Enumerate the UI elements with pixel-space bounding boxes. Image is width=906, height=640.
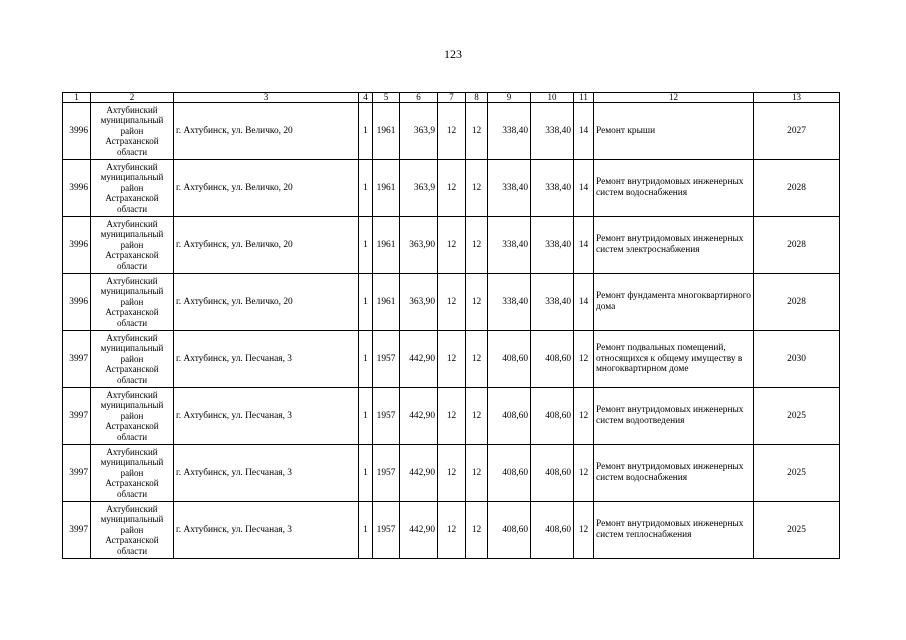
address-cell: г. Ахтубинск, ул. Песчаная, 3 [174,388,359,445]
col9-cell: 338,40 [488,217,531,274]
district-line: области [116,203,148,214]
col9-cell: 408,60 [488,388,531,445]
col10-cell: 408,60 [531,502,574,559]
col11-cell: 12 [574,388,594,445]
col11-cell: 14 [574,217,594,274]
col7-cell: 12 [438,217,466,274]
col7-cell: 12 [438,502,466,559]
object-id-cell: 3997 [63,331,91,388]
column-number: 6 [400,93,438,103]
column-number: 9 [488,93,531,103]
district-line: Ахтубинский [106,161,158,172]
planned-year-cell: 2025 [754,445,840,502]
district-line: Ахтубинский [106,218,158,229]
district-line: муниципальный [100,514,164,525]
repair-work-cell: Ремонт внутридомовых инженерных систем теплоснабжения [594,502,754,559]
total-area-cell: 442,90 [400,388,438,445]
column-number: 11 [574,93,594,103]
district-line: области [116,317,148,328]
column-number: 13 [754,93,840,103]
col11-cell: 14 [574,103,594,160]
page-number: 123 [444,47,462,61]
address-cell: г. Ахтубинск, ул. Величко, 20 [174,160,359,217]
district-line: Ахтубинский [106,104,158,115]
col7-cell: 12 [438,160,466,217]
year-built-cell: 1957 [373,388,400,445]
column-number: 4 [359,93,373,103]
object-id-cell: 3997 [63,502,91,559]
col4-cell: 1 [359,274,373,331]
year-built-cell: 1957 [373,445,400,502]
column-number: 3 [174,93,359,103]
col9-cell: 408,60 [488,502,531,559]
district-line: муниципальный [100,457,164,468]
address-cell: г. Ахтубинск, ул. Величко, 20 [174,217,359,274]
object-id-cell: 3996 [63,103,91,160]
year-built-cell: 1961 [373,103,400,160]
district-line: области [116,431,148,442]
table-row [63,445,840,502]
col7-cell: 12 [438,388,466,445]
district-line: области [116,374,148,385]
column-number: 10 [531,93,574,103]
address-cell: г. Ахтубинск, ул. Песчаная, 3 [174,445,359,502]
col9-cell: 338,40 [488,103,531,160]
col10-cell: 408,60 [531,388,574,445]
planned-year-cell: 2028 [754,274,840,331]
district-cell [91,445,174,502]
district-line: Астраханской [105,193,159,204]
district-line: Астраханской [105,364,159,375]
table-row [63,502,840,559]
district-line: район [120,410,144,421]
district-line: Ахтубинский [106,389,158,400]
object-id-cell: 3997 [63,445,91,502]
district-line: Ахтубинский [106,446,158,457]
column-number: 1 [63,93,91,103]
col9-cell: 408,60 [488,445,531,502]
table-row [63,388,840,445]
col4-cell: 1 [359,160,373,217]
col4-cell: 1 [359,445,373,502]
col10-cell: 338,40 [531,217,574,274]
total-area-cell: 363,90 [400,217,438,274]
district-line: район [120,182,144,193]
address-cell: г. Ахтубинск, ул. Песчаная, 3 [174,331,359,388]
district-line: район [120,524,144,535]
column-number-row [63,93,840,103]
district-line: муниципальный [100,343,164,354]
col8-cell: 12 [466,331,488,388]
table-row [63,103,840,160]
planned-year-cell: 2025 [754,388,840,445]
col10-cell: 338,40 [531,160,574,217]
planned-year-cell: 2027 [754,103,840,160]
district-cell [91,103,174,160]
address-cell: г. Ахтубинск, ул. Величко, 20 [174,274,359,331]
repair-work-cell: Ремонт внутридомовых инженерных систем водоотведения [594,388,754,445]
district-line: муниципальный [100,115,164,126]
repair-work-cell: Ремонт подвальных помещений, относящихся к общему имуществу в многоквартирном доме [594,331,754,388]
table-row [63,160,840,217]
col8-cell: 12 [466,217,488,274]
col10-cell: 408,60 [531,445,574,502]
column-number: 5 [373,93,400,103]
repair-work-cell: Ремонт внутридомовых инженерных систем электроснабжения [594,217,754,274]
table-row [63,331,840,388]
object-id-cell: 3996 [63,274,91,331]
table-row [63,217,840,274]
table-body [63,93,840,559]
district-line: муниципальный [100,229,164,240]
col4-cell: 1 [359,502,373,559]
district-cell [91,217,174,274]
col9-cell: 338,40 [488,274,531,331]
total-area-cell: 363,9 [400,103,438,160]
col11-cell: 14 [574,160,594,217]
repair-work-cell: Ремонт крыши [594,103,754,160]
district-line: Астраханской [105,307,159,318]
col10-cell: 338,40 [531,274,574,331]
district-cell [91,502,174,559]
col7-cell: 12 [438,445,466,502]
year-built-cell: 1961 [373,160,400,217]
col11-cell: 12 [574,331,594,388]
address-cell: г. Ахтубинск, ул. Величко, 20 [174,103,359,160]
district-cell [91,331,174,388]
col4-cell: 1 [359,103,373,160]
total-area-cell: 442,90 [400,502,438,559]
district-line: Астраханской [105,421,159,432]
district-line: Астраханской [105,478,159,489]
district-line: Астраханской [105,535,159,546]
repair-work-cell: Ремонт внутридомовых инженерных систем водоснабжения [594,160,754,217]
repair-schedule-table [62,92,840,559]
total-area-cell: 442,90 [400,445,438,502]
repair-work-cell: Ремонт внутридомовых инженерных систем водоснабжения [594,445,754,502]
total-area-cell: 363,9 [400,160,438,217]
col11-cell: 12 [574,445,594,502]
col10-cell: 408,60 [531,331,574,388]
district-line: район [120,239,144,250]
district-line: район [120,125,144,136]
col7-cell: 12 [438,103,466,160]
district-line: район [120,467,144,478]
planned-year-cell: 2028 [754,160,840,217]
district-line: муниципальный [100,286,164,297]
col4-cell: 1 [359,217,373,274]
year-built-cell: 1957 [373,502,400,559]
total-area-cell: 442,90 [400,331,438,388]
table-row [63,274,840,331]
district-line: области [116,488,148,499]
year-built-cell: 1961 [373,274,400,331]
district-line: Астраханской [105,250,159,261]
column-number: 7 [438,93,466,103]
planned-year-cell: 2028 [754,217,840,274]
col4-cell: 1 [359,331,373,388]
repair-work-cell: Ремонт фундамента многоквартирного дома [594,274,754,331]
col8-cell: 12 [466,445,488,502]
col8-cell: 12 [466,502,488,559]
district-cell [91,160,174,217]
address-cell: г. Ахтубинск, ул. Песчаная, 3 [174,502,359,559]
object-id-cell: 3996 [63,217,91,274]
col11-cell: 14 [574,274,594,331]
col9-cell: 338,40 [488,160,531,217]
col9-cell: 408,60 [488,331,531,388]
object-id-cell: 3997 [63,388,91,445]
district-line: области [116,545,148,556]
district-line: Ахтубинский [106,332,158,343]
column-number: 2 [91,93,174,103]
district-line: муниципальный [100,172,164,183]
district-line: муниципальный [100,400,164,411]
district-line: области [116,260,148,271]
col8-cell: 12 [466,160,488,217]
col7-cell: 12 [438,331,466,388]
col8-cell: 12 [466,103,488,160]
planned-year-cell: 2025 [754,502,840,559]
district-line: район [120,353,144,364]
district-line: Астраханской [105,136,159,147]
district-line: Ахтубинский [106,275,158,286]
year-built-cell: 1957 [373,331,400,388]
district-cell [91,388,174,445]
district-line: Ахтубинский [106,503,158,514]
object-id-cell: 3996 [63,160,91,217]
planned-year-cell: 2030 [754,331,840,388]
col8-cell: 12 [466,274,488,331]
column-number: 12 [594,93,754,103]
district-cell [91,274,174,331]
col7-cell: 12 [438,274,466,331]
total-area-cell: 363,90 [400,274,438,331]
district-line: области [116,146,148,157]
district-line: район [120,296,144,307]
col11-cell: 12 [574,502,594,559]
col10-cell: 338,40 [531,103,574,160]
column-number: 8 [466,93,488,103]
col4-cell: 1 [359,388,373,445]
col8-cell: 12 [466,388,488,445]
year-built-cell: 1961 [373,217,400,274]
